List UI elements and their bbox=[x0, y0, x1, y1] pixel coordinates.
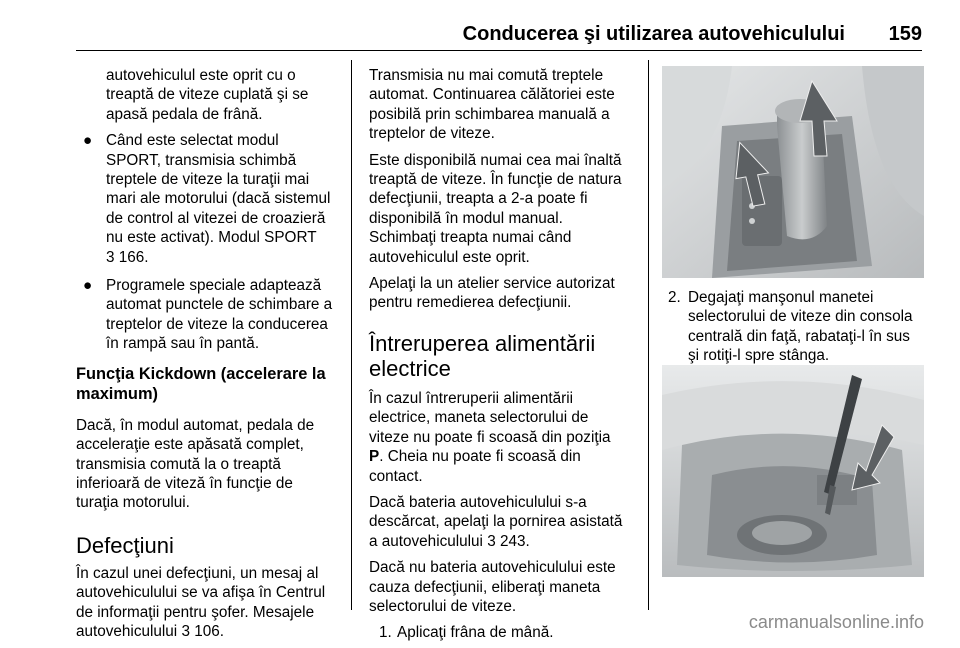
column-separator-1 bbox=[351, 60, 352, 610]
column-separator-2 bbox=[648, 60, 649, 610]
kickdown-heading: Funcţia Kickdown (accelerare la maximum) bbox=[76, 364, 326, 403]
bullet-special-programs: ● Programele speciale adaptează automat punctele de schimbare a treptelor de viteze la conducerea în rampă sau în pantă. bbox=[83, 277, 333, 353]
page-reference: 3 166. bbox=[106, 248, 149, 266]
bullet-icon: ● bbox=[83, 132, 93, 150]
header-rule bbox=[76, 50, 922, 51]
page-reference: autovehiculului 3 106. bbox=[76, 622, 224, 640]
service-paragraph: Apelaţi la un atelier service autorizat pentru remedierea defecţiunii. bbox=[369, 275, 615, 312]
bullet-sport-mode: ● Când este selectat modul SPORT, transmisia schimbă treptele de viteze la turaţii mai mari ale motorului (dacă sistemul de control al vitezei de croazieră nu este activat). Modul SPORT 3 166. bbox=[83, 132, 331, 266]
step-2: 2. Degajaţi manşonul manetei selectorului de viteze din consola centrală din faţă, rabataţi-l în sus şi rotiţi-l spre stânga. bbox=[668, 289, 913, 365]
defects-heading: Defecţiuni bbox=[76, 532, 174, 558]
kickdown-paragraph: Dacă, în modul automat, pedala de acceleraţie este apăsată complet, transmisia comută la o treaptă inferioară de viteză în funcţie de turaţia motorului. bbox=[76, 416, 315, 512]
page-reference: a autovehiculului 3 243. bbox=[369, 532, 530, 550]
defects-paragraph: În cazul unei defecţiuni, un mesaj al autovehiculului se va afişa în Centrul de informaţii pentru şofer. Mesajele autovehiculului 3 106. bbox=[76, 564, 326, 640]
power-interruption-heading: Întreruperea alimentării electrice bbox=[369, 330, 596, 381]
power-interruption-paragraph: În cazul întreruperii alimentării electrice, maneta selectorului de viteze nu poate fi scoasă din poziţia P. Cheia nu poate fi scoasă din contact. bbox=[369, 389, 611, 485]
column-2 bbox=[369, 66, 644, 643]
page-number: 159 bbox=[888, 23, 922, 45]
manual-shift-paragraph: Transmisia nu mai comută treptele automat. Continuarea călătoriei este posibilă prin schimbarea manuală a treptelor de viteze. bbox=[369, 67, 615, 143]
bullet-icon: ● bbox=[83, 277, 93, 295]
gear-selector-illustration bbox=[662, 66, 924, 278]
battery-paragraph: Dacă bateria autovehiculului s-a descărcat, apelaţi la pornirea asistată a autovehiculului 3 243. bbox=[369, 493, 623, 550]
running-header-title: Conducerea şi utilizarea autovehiculului bbox=[462, 23, 845, 45]
watermark: carmanualsonline.info bbox=[748, 612, 924, 632]
highest-gear-paragraph: Este disponibilă numai cea mai înaltă treaptă de viteze. În funcţie de natura defecţiunii, treapta a 2-a poate fi disponibilă în modul manual. Schimbaţi treapta numai când autovehiculul este oprit. bbox=[369, 151, 622, 266]
release-lever-paragraph: Dacă nu bateria autovehiculului este cauza defecţiunii, eliberaţi maneta selectorului de viteze. bbox=[369, 559, 616, 615]
console-removal-illustration bbox=[662, 365, 924, 577]
step-1: 1. Aplicaţi frâna de mână. bbox=[379, 624, 554, 642]
column-1 bbox=[76, 66, 346, 648]
continued-paragraph: autovehiculul este oprit cu o treaptă de viteze cuplată şi se apasă pedala de frână. bbox=[106, 67, 309, 123]
